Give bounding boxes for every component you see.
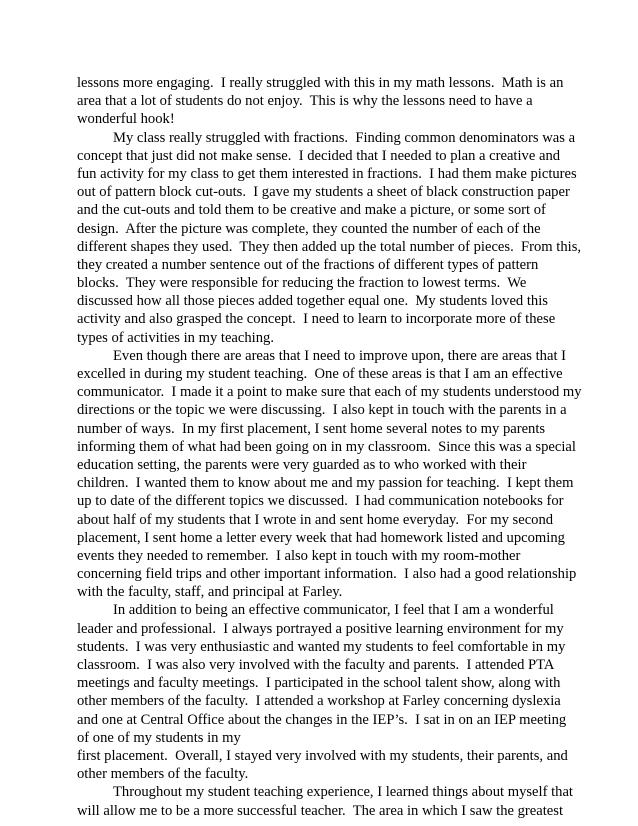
text-line: different shapes they used. They then added up the total number of pieces. From this,	[77, 238, 582, 255]
text-line: up to date of the different topics we discussed. I had communication notebooks for	[77, 493, 564, 510]
text-line: lessons more engaging. I really struggled with this in my math lessons. Math is an	[77, 75, 564, 91]
text-line: activity and also grasped the concept. I need to learn to incorporate more of these	[77, 311, 556, 328]
text-line: communicator. I made it a point to make sure that each of my students understood my	[77, 384, 582, 401]
text-line: events they needed to remember. I also kept in touch with my room-mother	[77, 547, 521, 564]
text-line: number of ways. In my first placement, I sent home several notes to my parents	[77, 420, 546, 437]
document-body	[77, 74, 582, 820]
text-line: classroom. I was also very involved with the faculty and parents. I attended PTA	[77, 657, 555, 673]
text-line: they created a number sentence out of the fractions of different types of pattern	[77, 256, 539, 273]
text-line: meetings and faculty meetings. I participated in the school talent show, along with	[77, 675, 561, 692]
text-line: Even though there are areas that I need to improve upon, there are areas that I	[113, 347, 567, 364]
text-line: design. After the picture was complete, they counted the number of each of the	[77, 220, 541, 237]
text-line: and one at Central Office about the changes in the IEP’s. I sat in on an IEP meeting	[77, 711, 567, 728]
text-line: concept that just did not make sense. I decided that I needed to plan a creative and	[77, 147, 561, 164]
text-line: children. I wanted them to know about me and my passion for teaching. I kept them	[77, 475, 574, 492]
text-line: wonderful hook!	[77, 111, 175, 128]
text-line: area that a lot of students do not enjoy. This is why the lessons need to have a	[77, 93, 533, 110]
text-line: directions or the topic we were discussing. I also kept in touch with the parents in a	[77, 402, 567, 419]
text-line: placement, I sent home a letter every week that had homework listed and upcoming	[77, 529, 565, 546]
text-line: blocks. They were responsible for reducing the fraction to lowest terms. We	[77, 275, 527, 292]
text-line: types of activities in my teaching.	[77, 329, 274, 346]
text-line: of one of my students in my	[77, 729, 241, 746]
text-line: about half of my students that I wrote in and sent home everyday. For my second	[77, 511, 554, 528]
text-line: concerning field trips and other important information. I also had a good relationship	[77, 566, 577, 583]
text-line: students. I was very enthusiastic and wanted my students to feel comfortable in my	[77, 638, 566, 655]
text-line: My class really struggled with fractions. Finding common denominators was a	[113, 129, 576, 146]
text-line: leader and professional. I always portrayed a positive learning environment for my	[77, 620, 564, 637]
text-line: first placement. Overall, I stayed very involved with my students, their parents, and	[77, 747, 568, 764]
text-line: out of pattern block cut-outs. I gave my students a sheet of black construction paper	[77, 184, 570, 201]
text-line: fun activity for my class to get them interested in fractions. I had them make pictures	[77, 165, 577, 182]
text-line: excelled in during my student teaching. One of these areas is that I am an effective	[77, 366, 563, 382]
text-line: will allow me to be a more successful teacher. The area in which I saw the greatest	[77, 802, 564, 819]
text-line: with the faculty, staff, and principal at Farley.	[77, 584, 343, 601]
text-line: In addition to being an effective communicator, I feel that I am a wonderful	[113, 602, 554, 619]
text-line: informing them of what had been going on in my classroom. Since this was a special	[77, 438, 576, 455]
text-line: and the cut-outs and told them to be creative and make a picture, or some sort of	[77, 202, 546, 219]
text-line: Throughout my student teaching experience, I learned things about myself that	[113, 784, 573, 801]
text-line: other members of the faculty.	[77, 766, 249, 783]
text-line: education setting, the parents were very guarded as to who worked with their	[77, 456, 527, 473]
text-line: discussed how all those pieces added together equal one. My students loved this	[77, 293, 548, 310]
text-line: other members of the faculty. I attended a workshop at Farley concerning dyslexia	[77, 693, 561, 710]
